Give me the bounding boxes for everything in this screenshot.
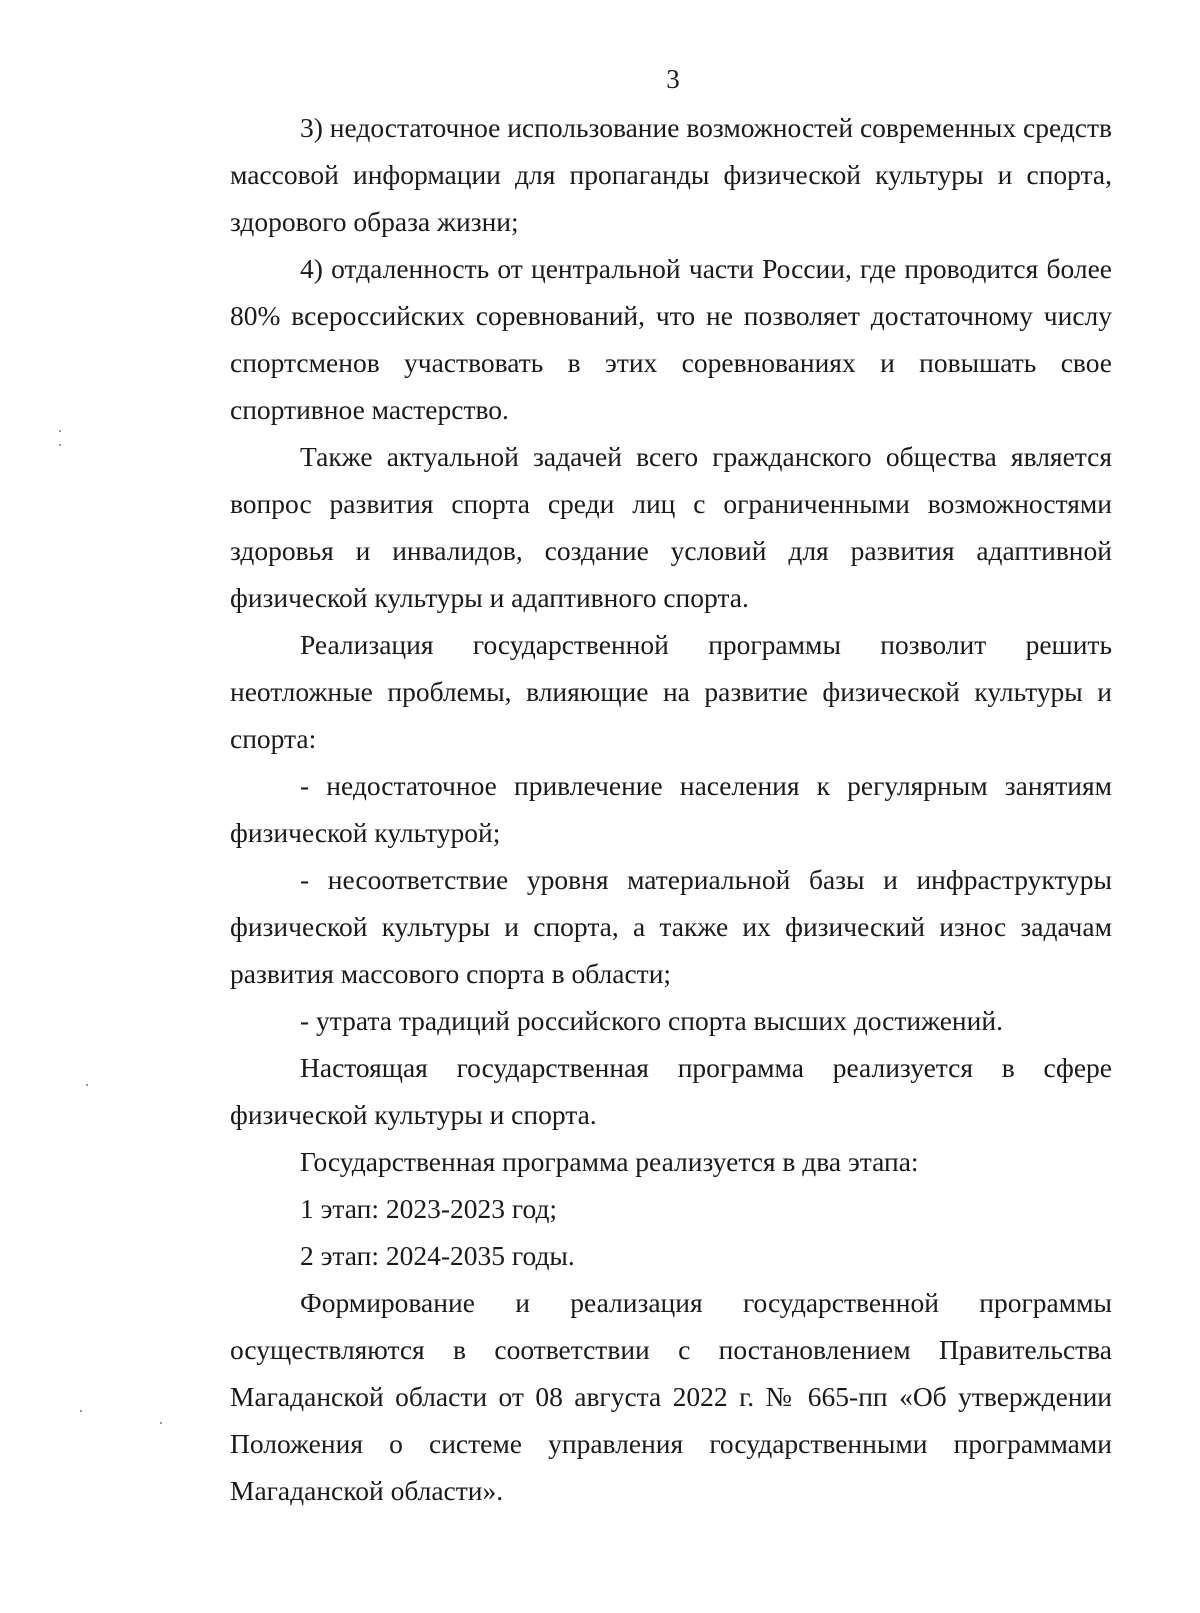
stage-1: 1 этап: 2023-2023 год; (300, 1193, 558, 1224)
scan-speck (59, 444, 61, 446)
paragraph-item-3: 3) недостаточное использование возможностей современных средств массовой информации для пропаганды физической культуры и спорта, здорового образа жизни; (230, 112, 1113, 237)
page-number: 3 (666, 64, 680, 94)
paragraph-stages-intro: Государственная программа реализуется в два этапа: (300, 1146, 919, 1177)
paragraph-item-4: 4) отдаленность от центральной части России, где проводится более 80% всероссийских соревнований, что не позволяет достаточному числу спортсменов участвовать в этих соревнованиях и повышать свое спортивное мастерство. (230, 253, 1112, 425)
paragraph-program-scope: Настоящая государственная программа реализуется в сфере физической культуры и спорта. (230, 1052, 1112, 1130)
list-item-problem-1: - недостаточное привлечение населения к регулярным занятиям физической культурой; (230, 770, 1112, 848)
list-item-problem-3: - утрата традиций российского спорта высших достижений. (300, 1005, 1003, 1036)
document-body (230, 104, 1112, 1514)
scan-speck (86, 1084, 88, 1086)
paragraph-regulation: Формирование и реализация государственной программы осуществляются в соответствии с постановлением Правительства Магаданской области от 08 августа 2022 г. № 665-пп «Об утверждении Положения о системе управления государственными программами Магаданской области». (230, 1287, 1112, 1506)
paragraph-adaptive-sport: Также актуальной задачей всего гражданского общества является вопрос развития спорта среди лиц с ограниченными возможностями здоровья и инвалидов, создание условий для развития адаптивной физической культуры и адаптивного спорта. (230, 441, 1112, 613)
scan-speck (59, 430, 61, 432)
stage-2: 2 этап: 2024-2035 годы. (300, 1240, 575, 1271)
scan-speck (80, 1410, 82, 1412)
list-item-problem-2: - несоответствие уровня материальной базы и инфраструктуры физической культуры и спорта, а также их физический износ задачам развития массового спорта в области; (230, 864, 1112, 989)
scan-speck (160, 1422, 162, 1424)
paragraph-program-solves: Реализация государственной программы позволит решить неотложные проблемы, влияющие на развитие физической культуры и спорта: (230, 629, 1112, 754)
